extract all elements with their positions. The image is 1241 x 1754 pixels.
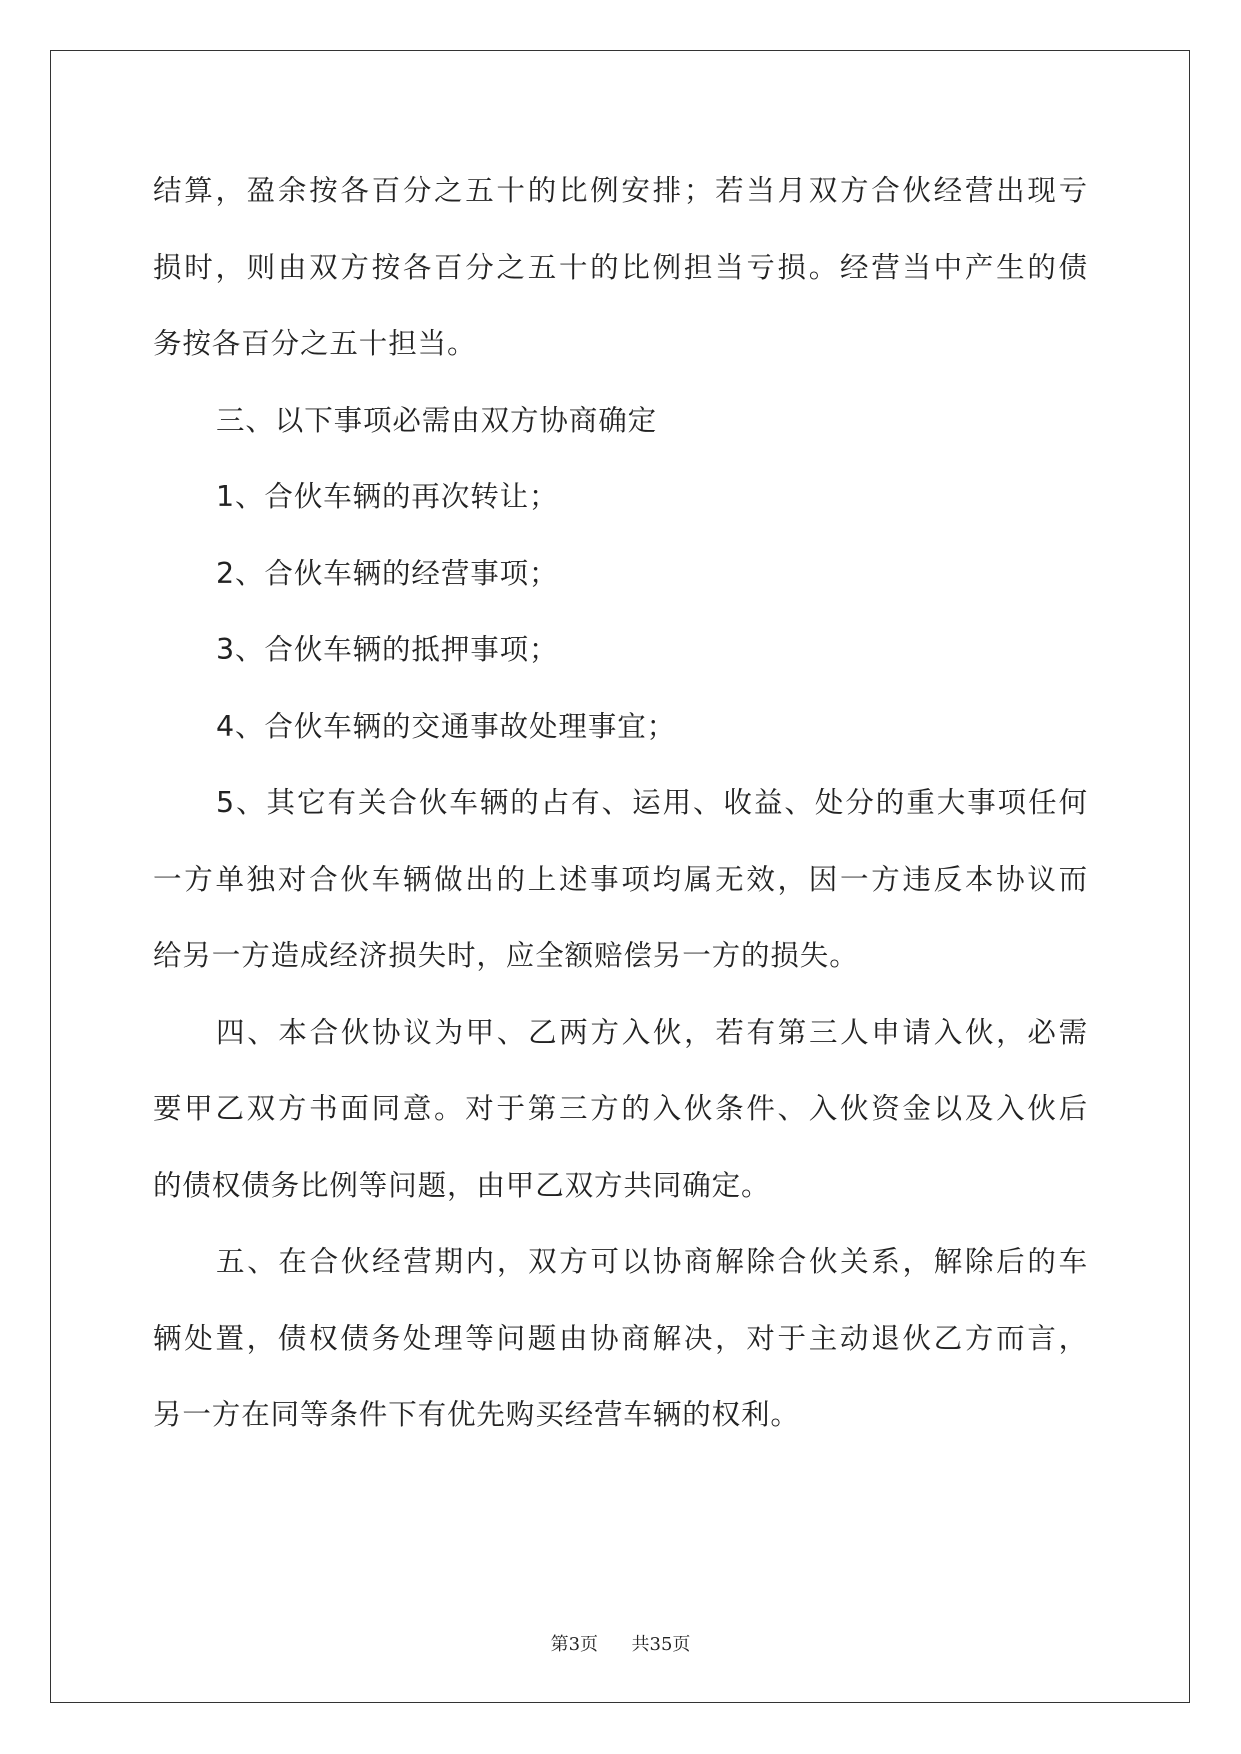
section-heading: 三、以下事项必需由双方协商确定: [216, 403, 658, 437]
page-number-current: 第3页: [550, 1634, 599, 1655]
text-line: 另一方在同等条件下有优先购买经营车辆的权利。: [153, 1398, 800, 1431]
text-line: 一方单独对合伙车辆做出的上述事项均属无效，因一方违反本协议而: [153, 862, 1088, 896]
text-line: 辆处置，债权债务处理等问题由协商解决，对于主动退伙乙方而言，: [153, 1321, 1088, 1355]
text-line: 务按各百分之五十担当。: [153, 327, 477, 360]
text-line: 损时，则由双方按各百分之五十的比例担当亏损。经营当中产生的债: [153, 250, 1088, 284]
page-number-total: 共35页: [631, 1634, 691, 1655]
paragraph-start: 四、本合伙协议为甲、乙两方入伙，若有第三人申请入伙，必需: [216, 1015, 1088, 1049]
text-line: 要甲乙双方书面同意。对于第三方的入伙条件、入伙资金以及入伙后: [153, 1092, 1088, 1125]
list-item: 3、合伙车辆的抵押事项；: [216, 633, 559, 666]
list-item: 4、合伙车辆的交通事故处理事宜；: [216, 709, 677, 743]
text-line: 结算，盈余按各百分之五十的比例安排；若当月双方合伙经营出现亏: [153, 174, 1088, 207]
text-line: 的债权债务比例等问题，由甲乙双方共同确定。: [153, 1168, 771, 1202]
text-line: 给另一方造成经济损失时，应全额赔偿另一方的损失。: [153, 939, 859, 972]
page-footer: [0, 1630, 1241, 1656]
list-item: 5、其它有关合伙车辆的占有、运用、收益、处分的重大事项任何: [216, 786, 1088, 819]
paragraph-start: 五、在合伙经营期内，双方可以协商解除合伙关系，解除后的车: [216, 1245, 1088, 1278]
list-item: 1、合伙车辆的再次转让；: [216, 480, 559, 513]
list-item: 2、合伙车辆的经营事项；: [216, 556, 559, 590]
document-body: [153, 162, 1088, 1463]
